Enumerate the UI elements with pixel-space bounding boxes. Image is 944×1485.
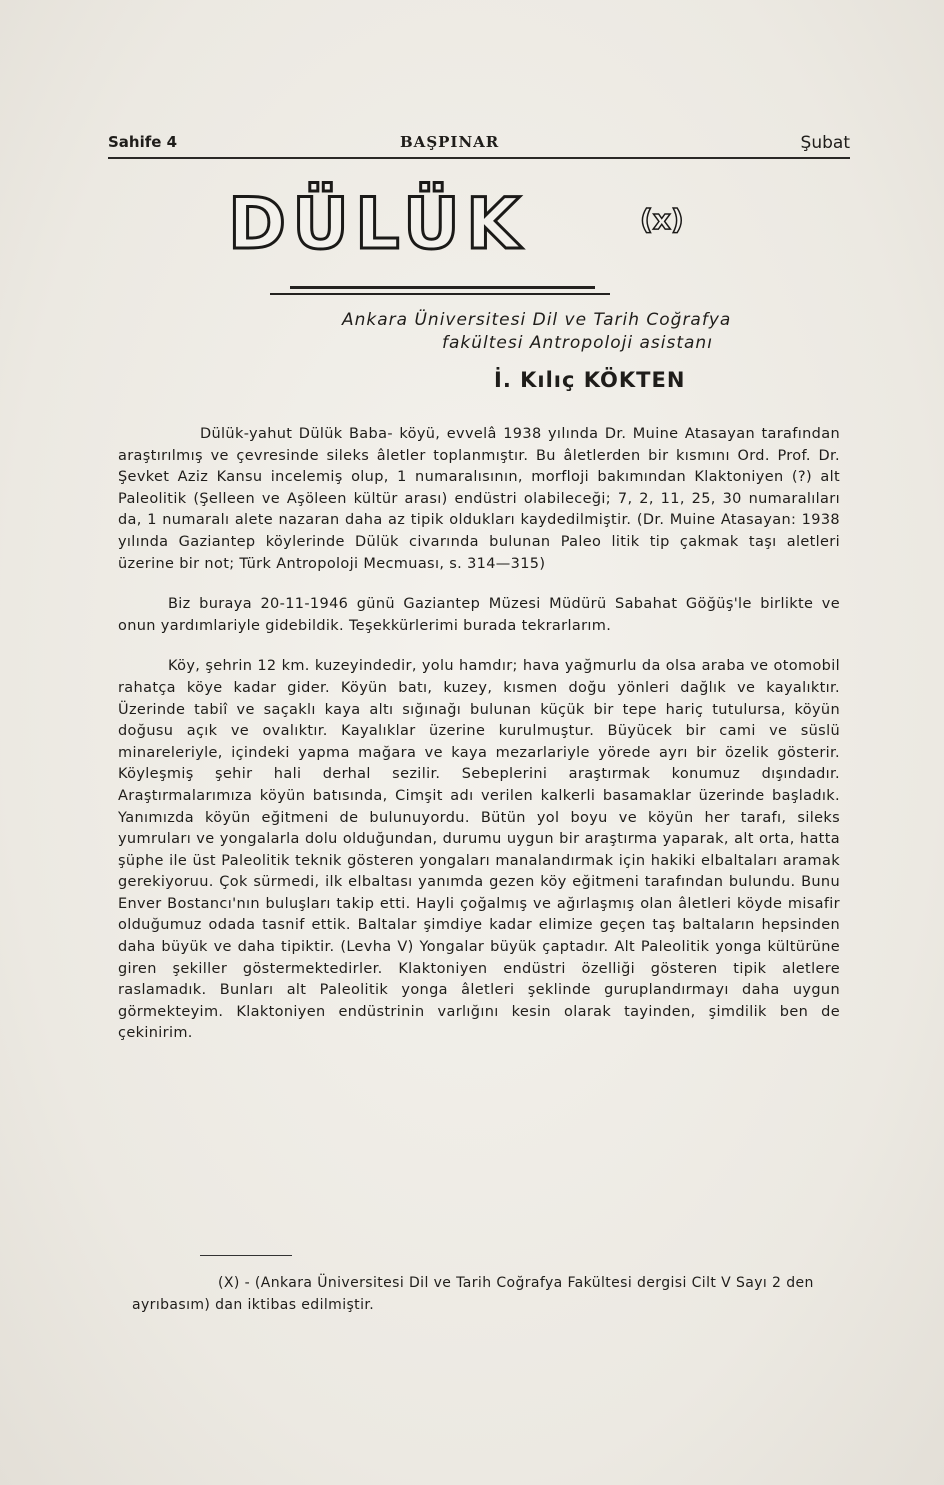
affiliation-line-2: fakültesi Antropoloji asistanı (442, 333, 713, 353)
title-rule-top (290, 286, 595, 289)
paragraph-1: Dülük-yahut Dülük Baba- köyü, evvelâ 1938 yılında Dr. Muine Atasayan tarafından araştırılmış ve çevresinde sileks âletler toplanmıştır. Bu âletlerden bir kısmını Ord. Prof. Dr. Şevket Aziz Kansu incelemiş olup, 1 numaralısının, morfloji bakımından Klaktoniyen (?) alt Paleolitik (Şelleen ve Aşöleen kültür arası) endüstri olabileceği; 7, 2, 11, 25, 30 numaralıları da, 1 numaralı alete nazaran daha az tipik oldukları kaydedilmiştir. (Dr. Muine Atasayan: 1938 yılında Gaziantep köylerinde Dülük civarında bulunan Paleo litik tip çakmak taşı aletleri üzerine bir not; Türk Antropoloji Mecmuası, s. 314—315) (118, 426, 840, 572)
author-name: İ. Kılıç KÖKTEN (494, 368, 686, 392)
article-title (210, 184, 770, 264)
paragraph-3: Köy, şehrin 12 km. kuzeyindedir, yolu hamdır; hava yağmurlu da olsa araba ve otomobil rahatça köye kadar gider. Köyün batı, kuzey, kısmen doğu yönleri dağlık ve kayalıktır. Üzerinde tabiî ve saçaklı kaya altı sığınağı bulunan küçük bir tepe hariç tutulursa, köyün doğusu açık ve ovalıktır. Kayalıklar üzerine kurulmuştur. Büyücek bir cami ve süslü minareleriyle, içindeki yapma mağara ve kaya mezarlariyle yörede ayrı bir özelik gösterir. Köyleşmiş şehir hali derhal sezilir. Sebeplerini araştırmak konumuz dışındadır. Araştırmalarımıza köyün batısında, Cimşit adı verilen kalkerli basamaklar üzerinde başladık. Yanımızda köyün eğitmeni de bulunuyordu. Bütün yol boyu ve köyün her tarafı, sileks yumruları ve yongalarla dolu olduğundan, durumu uygun bir araştırma yaparak, alt orta, hatta şüphe ile üst Paleolitik teknik gösteren yongaları manalandırmak için hakiki elbaltaları aramak gerekiyoruu. Çok sürmedi, ilk elbaltası yanımda gezen köy eğitmeni tarafından bulundu. Bunu Enver Bostancı'nın buluşları takip etti. Hayli çoğalmış ve ağırlaşmış olan âletleri köyde misafir olduğumuz odada tasnif ettik. Baltalar şimdiye kadar elimize geçen taş baltaların hepsinden daha büyük ve daha tipiktir. (Levha V) Yongalar büyük çaptadır. Alt Paleolitik yonga kültürüne giren şekiller göstermektedirler. Klaktoniyen endüstri özelliği gösteren tipik aletlere raslamadık. Bunları alt Paleolitik yonga âletleri şeklinde guruplandırmayı daha uygun görmekteyim. Klaktoniyen endüstrinin varlığını kesin olarak tayinden, şimdilik ben de çekinirim. (118, 658, 840, 1042)
footnote: (X) - (Ankara Üniversitesi Dil ve Tarih Coğrafya Fakültesi dergisi Cilt V Sayı 2 den ayrıbasım) dan iktibas edilmiştir. (132, 1275, 814, 1313)
page-header (108, 133, 850, 159)
footnote-separator (200, 1255, 292, 1256)
newspaper-name: BAŞPINAR (400, 133, 500, 151)
title-rule-bottom (270, 293, 610, 295)
article-body (118, 424, 840, 1064)
footnote-marker: (x) (640, 203, 684, 236)
page-number: Sahife 4 (108, 133, 178, 151)
affiliation-line-1: Ankara Üniversitesi Dil ve Tarih Coğrafya (342, 310, 732, 330)
issue-month: Şubat (800, 133, 850, 153)
title-word: DÜLÜK (228, 183, 527, 265)
paragraph-2: Biz buraya 20-11-1946 günü Gaziantep Müzesi Müdürü Sabahat Göğüş'le birlikte ve onun yardımlariyle gidebildik. Teşekkürlerimi burada tekrarlarım. (118, 596, 840, 634)
